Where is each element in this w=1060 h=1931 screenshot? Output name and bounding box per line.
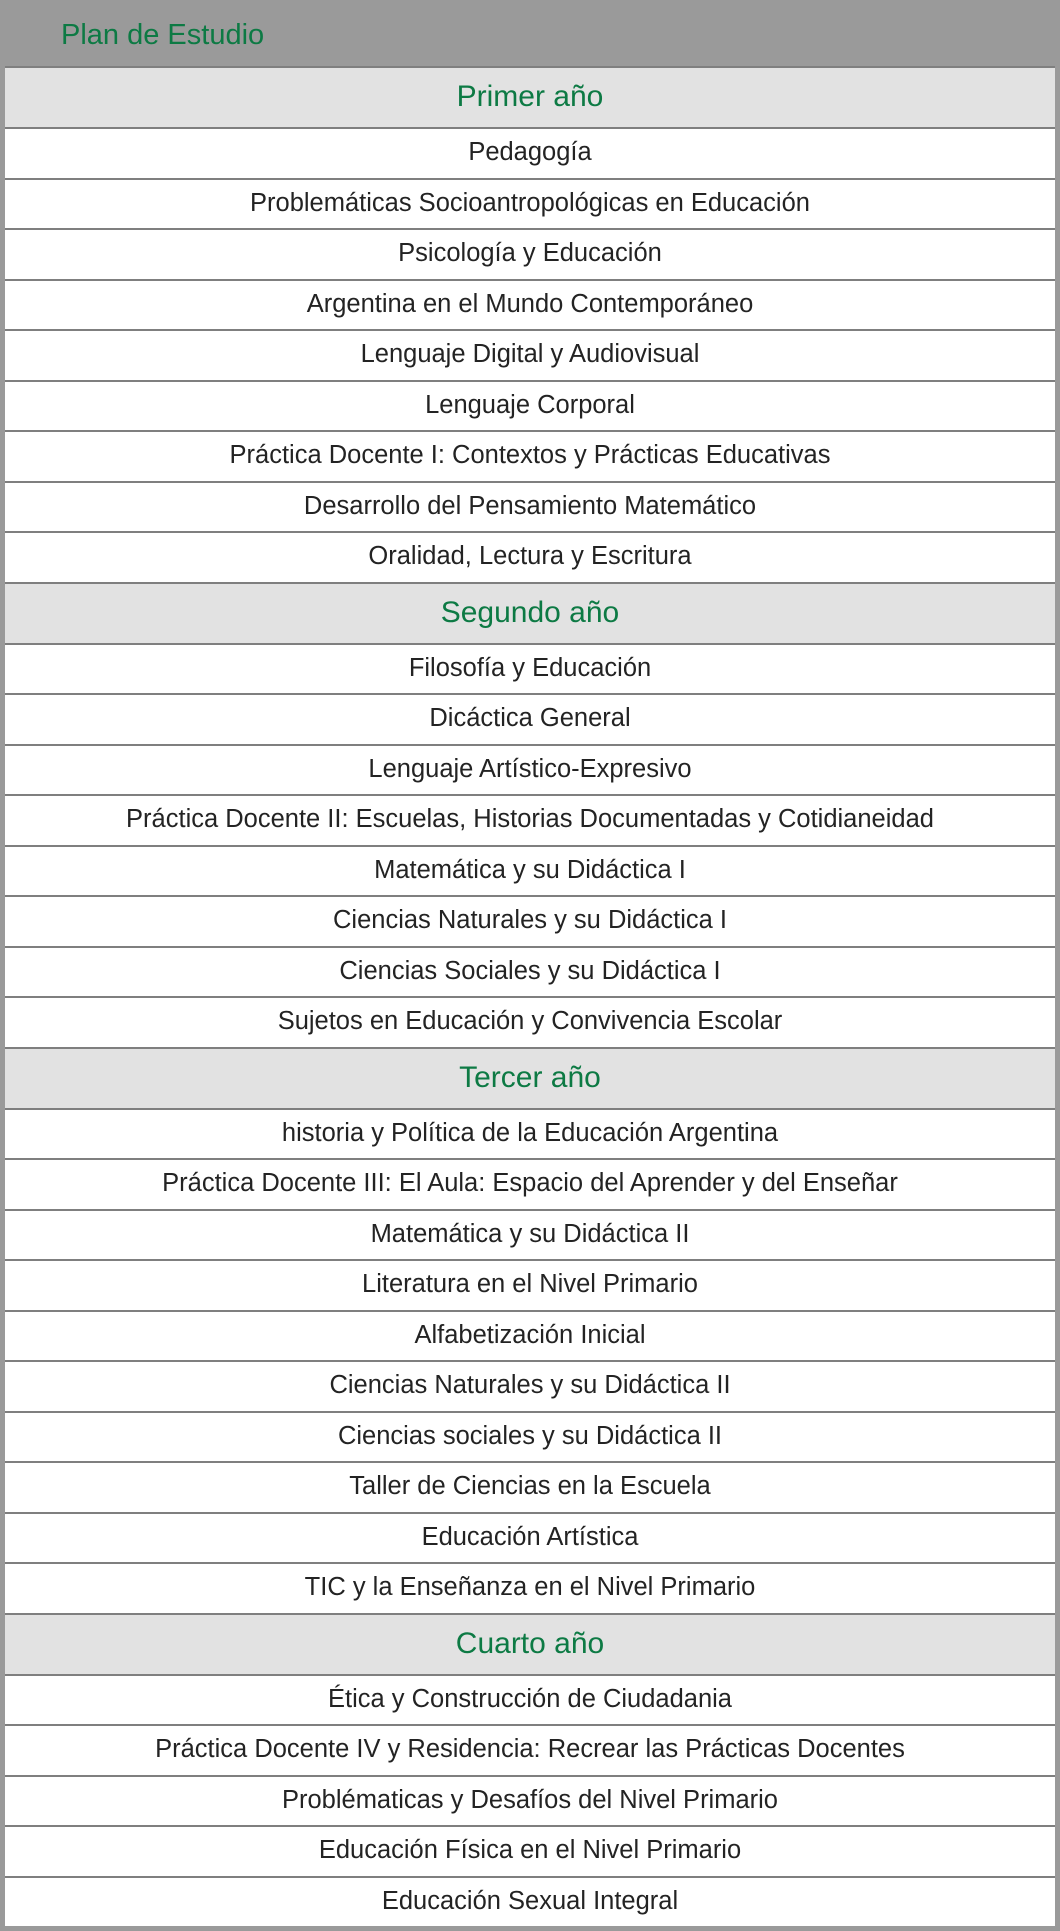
- year-heading-row: Segundo año: [5, 584, 1055, 645]
- year-heading-row: Cuarto año: [5, 1615, 1055, 1676]
- subject-row: Educación Sexual Integral: [5, 1878, 1055, 1931]
- subject-row: Práctica Docente II: Escuelas, Historias Documentadas y Cotidianeidad: [5, 796, 1055, 847]
- subject-row: Práctica Docente IV y Residencia: Recrear las Prácticas Docentes: [5, 1726, 1055, 1777]
- subject-row: TIC y la Enseñanza en el Nivel Primario: [5, 1564, 1055, 1615]
- subject-row: Ciencias Naturales y su Didáctica II: [5, 1362, 1055, 1413]
- subject-row: Matemática y su Didáctica II: [5, 1211, 1055, 1262]
- subject-row: Matemática y su Didáctica I: [5, 847, 1055, 898]
- subject-row: Oralidad, Lectura y Escritura: [5, 533, 1055, 584]
- subject-row: Ciencias sociales y su Didáctica II: [5, 1413, 1055, 1464]
- year-heading-row: Primer año: [5, 68, 1055, 129]
- subject-row: Desarrollo del Pensamiento Matemático: [5, 483, 1055, 534]
- subject-row: Alfabetización Inicial: [5, 1312, 1055, 1363]
- subject-row: Problématicas y Desafíos del Nivel Primario: [5, 1777, 1055, 1828]
- subject-row: Literatura en el Nivel Primario: [5, 1261, 1055, 1312]
- subject-row: Ciencias Naturales y su Didáctica I: [5, 897, 1055, 948]
- subject-row: Psicología y Educación: [5, 230, 1055, 281]
- subject-row: Lenguaje Artístico-Expresivo: [5, 746, 1055, 797]
- subject-row: Práctica Docente I: Contextos y Prácticas Educativas: [5, 432, 1055, 483]
- subject-row: Educación Artística: [5, 1514, 1055, 1565]
- subject-row: Filosofía y Educación: [5, 645, 1055, 696]
- subject-row: Lenguaje Corporal: [5, 382, 1055, 433]
- subject-row: Sujetos en Educación y Convivencia Escolar: [5, 998, 1055, 1049]
- subject-row: Argentina en el Mundo Contemporáneo: [5, 281, 1055, 332]
- subject-row: Taller de Ciencias en la Escuela: [5, 1463, 1055, 1514]
- subject-row: Ética y Construcción de Ciudadania: [5, 1676, 1055, 1727]
- subject-row: Educación Física en el Nivel Primario: [5, 1827, 1055, 1878]
- subject-row: Lenguaje Digital y Audiovisual: [5, 331, 1055, 382]
- subject-row: Ciencias Sociales y su Didáctica I: [5, 948, 1055, 999]
- table-title: Plan de Estudio: [5, 5, 1055, 68]
- subject-row: historia y Política de la Educación Argentina: [5, 1110, 1055, 1161]
- subject-row: Pedagogía: [5, 129, 1055, 180]
- subject-row: Práctica Docente III: El Aula: Espacio del Aprender y del Enseñar: [5, 1160, 1055, 1211]
- subject-row: Problemáticas Socioantropológicas en Educación: [5, 180, 1055, 231]
- year-heading-row: Tercer año: [5, 1049, 1055, 1110]
- subject-row: Dicáctica General: [5, 695, 1055, 746]
